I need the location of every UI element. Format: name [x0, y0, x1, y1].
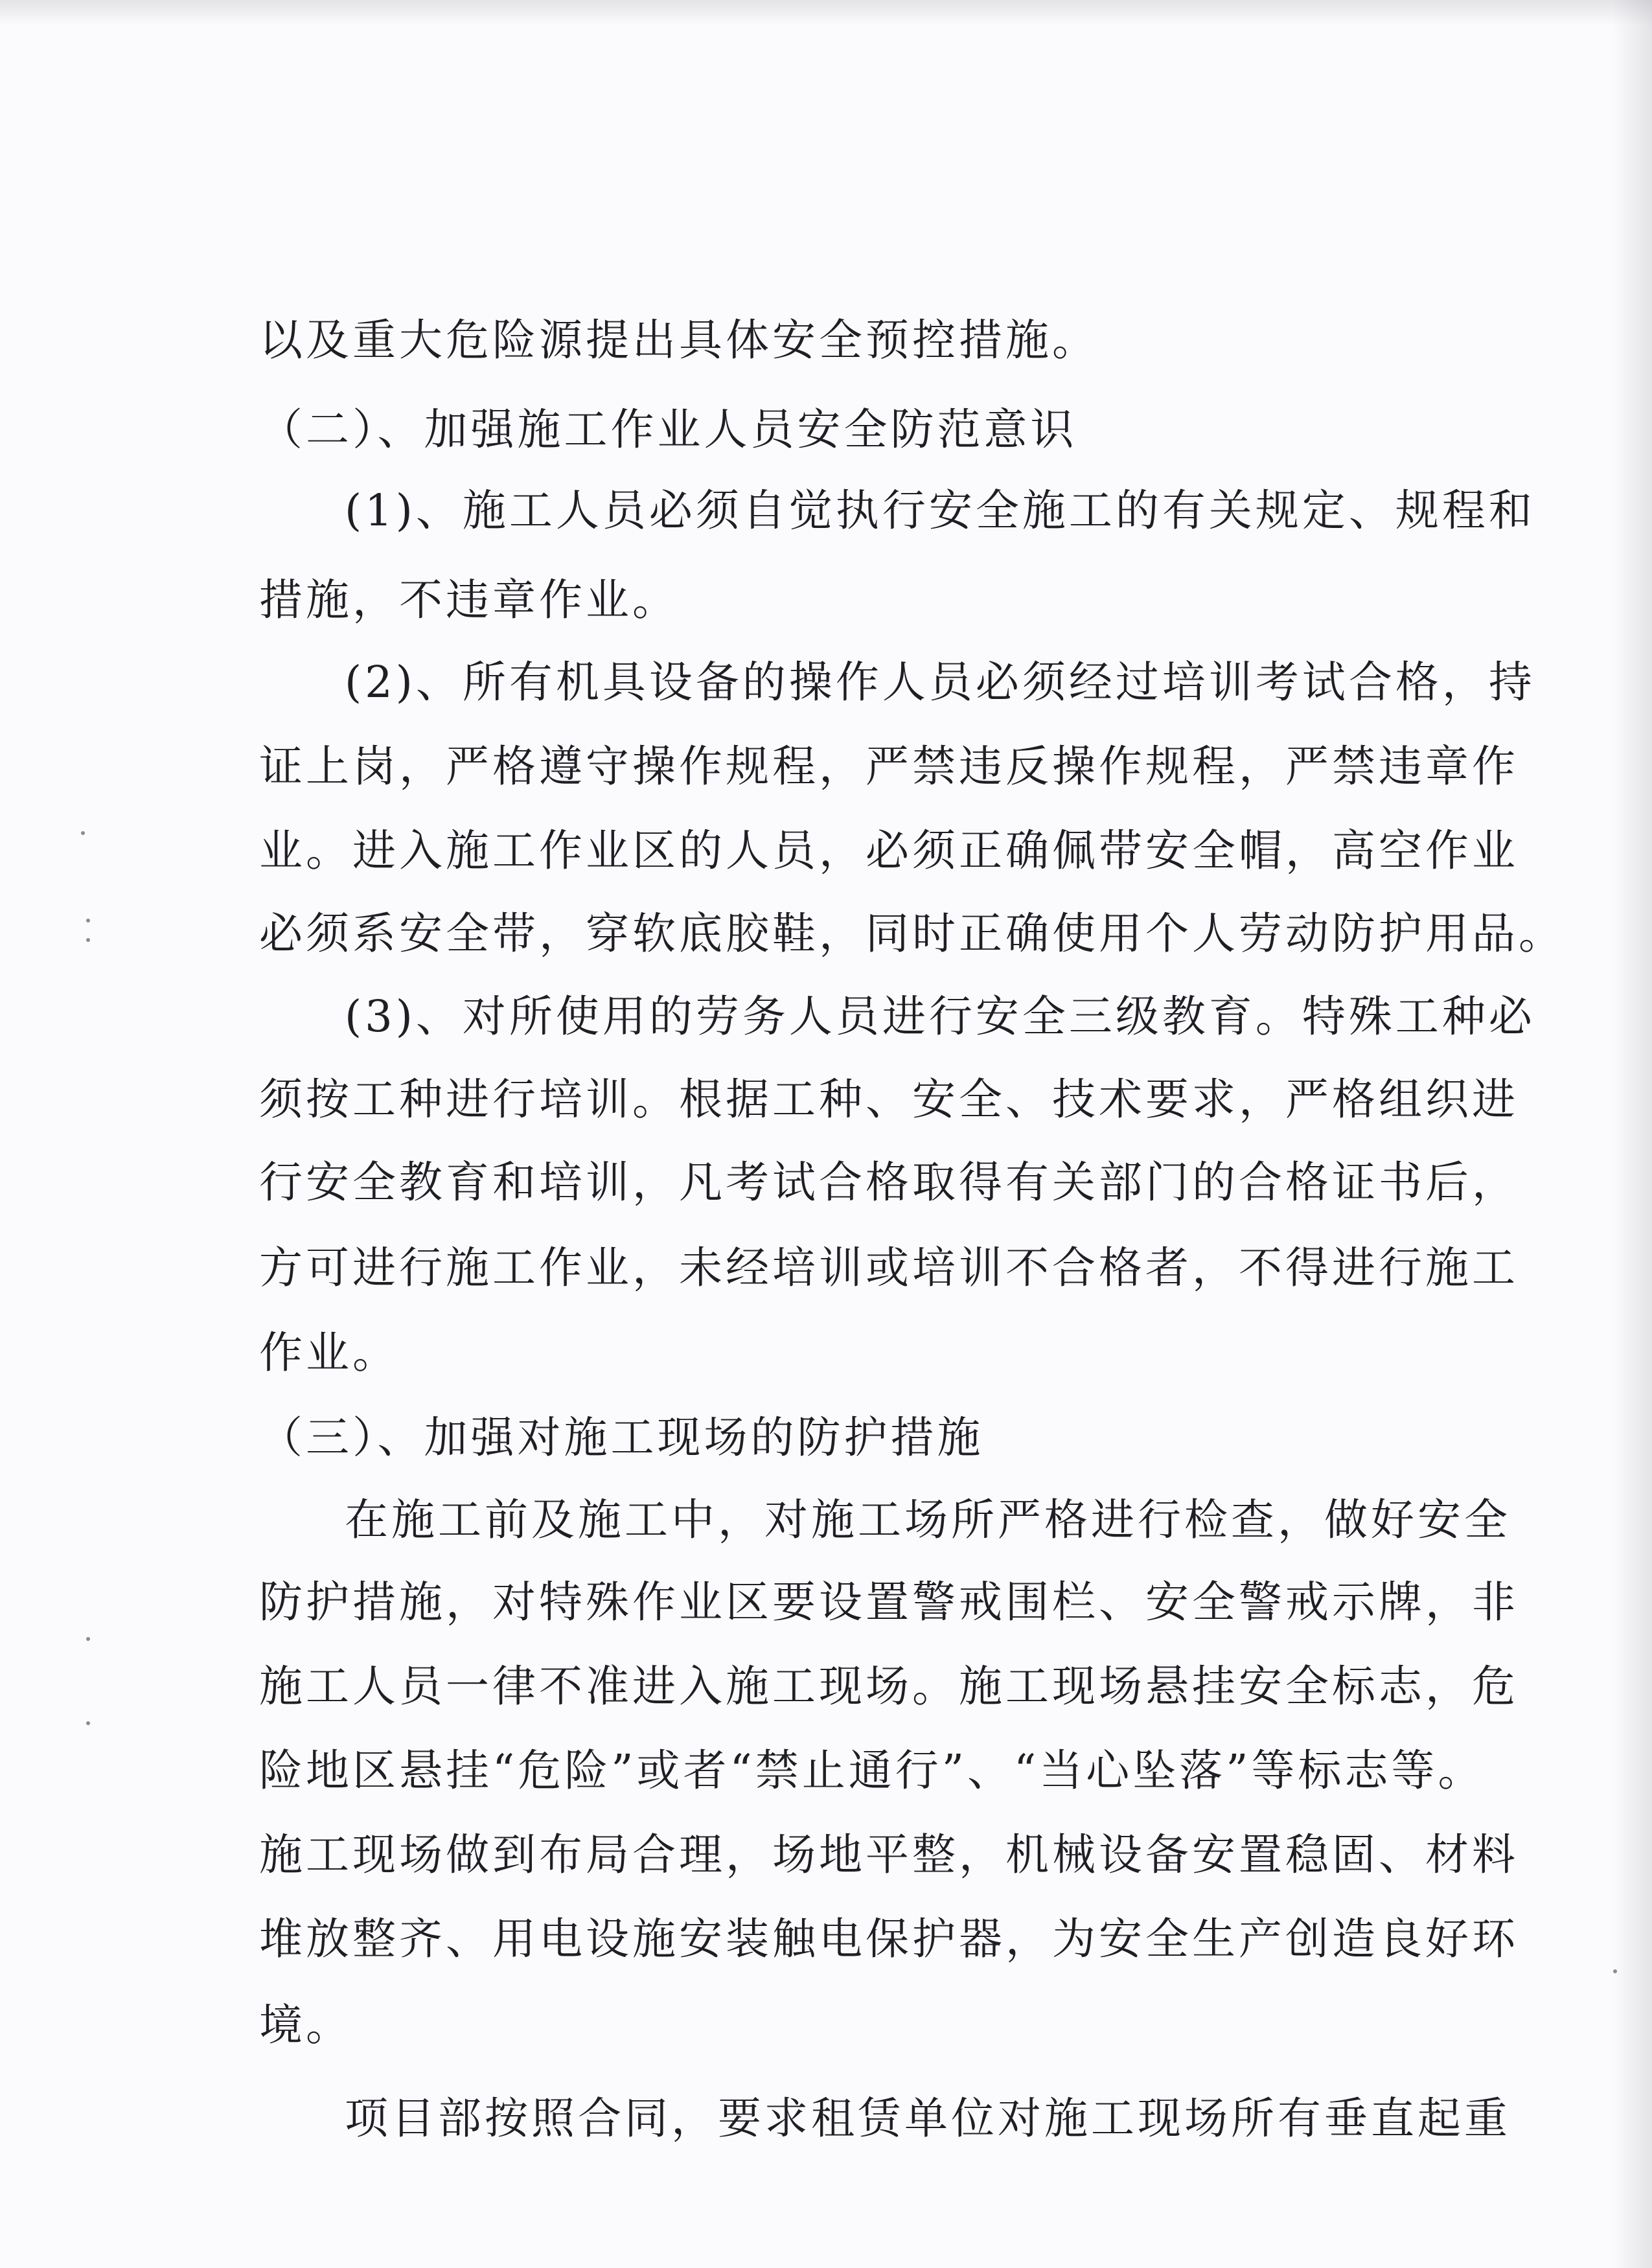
text-line: 必须系安全带，穿软底胶鞋，同时正确使用个人劳动防护用品。 [259, 908, 1565, 959]
text-line: 防护措施，对特殊作业区要设置警戒围栏、安全警戒示牌，非 [259, 1577, 1519, 1627]
text-line: 须按工种进行培训。根据工种、安全、技术要求，严格组织进 [259, 1074, 1519, 1125]
text-line: 作业。 [259, 1327, 399, 1378]
section-heading: （三）、加强对施工现场的防护措施 [259, 1412, 984, 1463]
text-line: 在施工前及施工中，对施工场所严格进行检查，做好安全 [345, 1495, 1511, 1545]
text-line: (1)、施工人员必须自觉执行安全施工的有关规定、规程和 [345, 485, 1535, 536]
binding-hole-mark [86, 1721, 90, 1725]
scan-shadow-top [0, 0, 1652, 26]
text-line: 以及重大危险源提出具体安全预控措施。 [259, 315, 1099, 365]
text-line: (3)、对所使用的劳务人员进行安全三级教育。特殊工种必 [345, 991, 1535, 1042]
text-line: 方可进行施工作业，未经培训或培训不合格者，不得进行施工 [259, 1243, 1519, 1293]
scan-shadow-right [1613, 0, 1652, 2268]
text-line: 险地区悬挂“危险”或者“禁止通行”、“当心坠落”等标志等。 [259, 1745, 1485, 1796]
binding-hole-mark [86, 938, 90, 942]
text-line: (2)、所有机具设备的操作人员必须经过培训考试合格，持 [345, 657, 1535, 707]
text-line: 境。 [259, 2000, 352, 2050]
text-line: 堆放整齐、用电设施安装触电保护器，为安全生产创造良好环 [259, 1914, 1519, 1964]
binding-hole-mark [81, 831, 85, 835]
text-line: 证上岗，严格遵守操作规程，严禁违反操作规程，严禁违章作 [259, 741, 1519, 792]
text-line: 业。进入施工作业区的人员，必须正确佩带安全帽，高空作业 [259, 825, 1519, 876]
text-line: 施工人员一律不准进入施工现场。施工现场悬挂安全标志，危 [259, 1661, 1519, 1712]
binding-hole-mark [1613, 1969, 1617, 1973]
text-line: 行安全教育和培训，凡考试合格取得有关部门的合格证书后， [259, 1157, 1519, 1208]
text-line: 项目部按照合同，要求租赁单位对施工现场所有垂直起重 [345, 2093, 1511, 2144]
binding-hole-mark [86, 919, 90, 922]
text-line: 施工现场做到布局合理，场地平整，机械设备安置稳固、材料 [259, 1829, 1519, 1880]
text-line: 措施，不违章作业。 [259, 575, 679, 625]
section-heading: （二）、加强施工作业人员安全防范意识 [259, 404, 1077, 455]
binding-hole-mark [86, 1637, 90, 1641]
